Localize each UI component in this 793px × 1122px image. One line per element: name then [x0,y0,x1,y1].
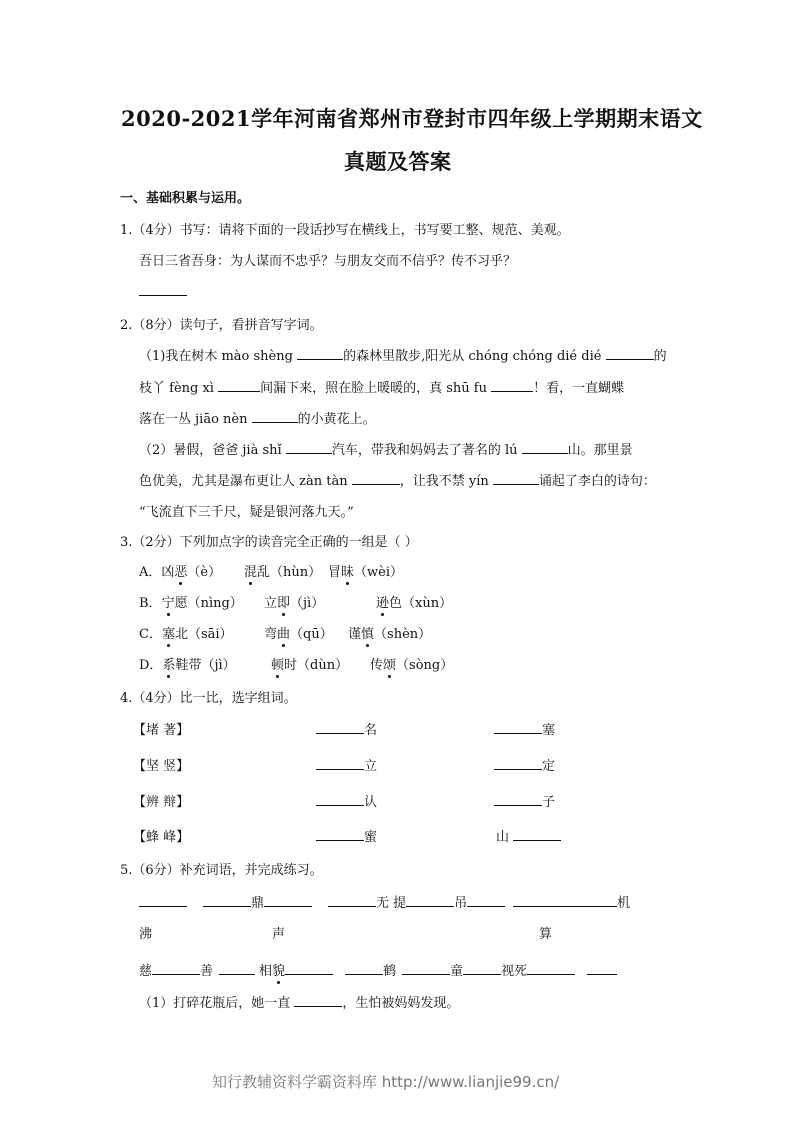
title-line-2: 真题及答案 [344,149,452,174]
q5-text: ，生怕被妈妈发现。 [342,996,460,1011]
q4-pair: 【蜂 峰】 [133,830,190,845]
answer-blank [316,757,364,770]
q2-text: （1)我在树木 mào shèng [139,349,298,364]
q2-line-5 [139,470,656,489]
q5-char: 声 [272,927,286,942]
q4-pair: 【坚 竖】 [133,759,190,774]
dotted-char: 宁 [162,592,175,611]
answer-blank [513,894,617,907]
option-text: 谨 [348,627,362,642]
answer-blank [463,962,501,975]
dotted-char: 慎 [361,623,374,642]
q5-char: 慈 [139,964,153,979]
answer-blank [606,347,654,360]
answer-blank [406,894,454,907]
q2-text: （2）暑假，爸爸 jià shǐ [139,443,286,458]
q2-poem: “飞流直下三千尺，疑是银河落九天。” [139,505,354,520]
dotted-char: 颂 [383,654,396,673]
q4-word [316,791,377,810]
q2-text: 枝丫 fèng xì [139,381,219,396]
q4-char: 名 [364,723,378,738]
answer-blank [316,793,364,806]
q4-heading: 4.（4分）比一比，选字组词。 [120,691,297,706]
answer-blank [467,894,505,907]
q5-char: 吊 [454,896,468,911]
answer-blank [587,962,617,975]
answer-blank [297,347,343,360]
q5-sub-1 [139,992,459,1011]
option-text: 弯 [264,627,278,642]
answer-blank [219,962,255,975]
q1-answer-blank [139,283,187,300]
dotted-char: 逊 [376,592,389,611]
q2-text: 的小黄花上。 [297,412,376,427]
q2-line-4 [139,439,633,458]
q1-text: 吾日三省吾身：为人谋而不忠乎？与朋友交而不信乎？传不习乎？ [139,254,517,269]
answer-blank [494,793,542,806]
option-text: 色（xùn） [389,596,453,611]
q5-char: 无 提 [376,896,407,911]
option-label: D． [139,658,163,673]
q1-heading: 1.（4分）书写：请将下面的一段话抄写在横线上，书写要工整、规范、美观。 [120,223,570,238]
q5-heading: 5.（6分）补充词语，并完成练习。 [120,863,323,878]
q2-text: ，让我不禁 yín [399,474,493,489]
q5-row-1 [139,892,630,911]
q2-text: 的 [653,349,667,364]
q4-word [316,826,377,845]
answer-blank [294,994,342,1007]
dotted-char: 昧 [341,561,354,580]
answer-blank [402,962,450,975]
q4-word [316,719,377,738]
option-text: 鞋带（jì） [175,658,236,673]
q5-char: 沸 [139,927,153,942]
answer-blank [352,472,400,485]
option-label: A．凶 [139,565,175,580]
answer-blank [494,757,542,770]
dotted-char: 顿 [271,654,284,673]
option-text: 愿（nìng） [174,596,243,611]
dotted-char: 塞 [162,623,175,642]
q2-text: ！看，一直蝴蝶 [533,381,625,396]
q2-line-2 [139,377,624,396]
q2-heading: 2.（8分）读句子，看拼音写字词。 [120,318,323,333]
pinyin: （qū） [290,627,333,642]
dotted-char: 恶 [174,561,187,580]
q5-char: 相 [259,964,273,979]
section-heading: 一、基础积累与运用。 [120,191,251,206]
q5-row-3 [139,960,617,979]
pinyin: （shèn） [374,627,432,642]
answer-blank [513,828,561,841]
q4-word [494,755,555,774]
q4-char: 山 [496,830,510,845]
answer-blank [494,721,542,734]
q5-char: 鹤 [383,964,397,979]
option-text: 传 [370,658,384,673]
option-text: 乱 [257,565,271,580]
q4-word [494,791,555,810]
q2-text: 诵起了李白的诗句： [538,474,656,489]
option-label: C． [139,627,162,642]
option-text: 北（sāi） [174,627,233,642]
pinyin: （wèi） [354,565,404,580]
pinyin: （jì） [290,596,325,611]
q5-char: 善 [200,964,214,979]
answer-blank [493,472,539,485]
dotted-char: 曲 [277,623,290,642]
answer-blank [522,441,568,454]
q5-text: （1）打碎花瓶后，她一直 [139,996,295,1011]
q4-word [316,755,377,774]
option-text: 时（dùn） [284,658,349,673]
dotted-char: 貌 [272,960,285,979]
q4-char: 认 [364,795,378,810]
answer-blank [139,894,187,907]
answer-blank [218,379,260,392]
q4-word [494,719,555,738]
answer-blank [264,894,312,907]
q2-text: 间漏下来，照在脸上暖暖的，真 shū fu [260,381,492,396]
answer-blank [203,894,251,907]
q4-word [496,826,561,845]
title-line-1: 2020-2021学年河南省郑州市登封市四年级上学期期末语文 [121,106,703,131]
q2-text: 色优美，尤其是瀑布更让人 zàn tàn [139,474,352,489]
option-text: 冒 [328,565,342,580]
option-text: 立 [264,596,278,611]
q4-char: 子 [542,795,556,810]
q5-char: 视死 [501,964,528,979]
q2-text: 落在一丛 jiāo nèn [139,412,252,427]
pinyin: （è） [187,565,222,580]
q5-char: 算 [539,927,553,942]
answer-blank [286,441,332,454]
q2-text: 汽车，带我和妈妈去了著名的 lú [331,443,522,458]
answer-blank [491,379,533,392]
dotted-char: 系 [162,654,175,673]
q4-pair: 【辨 辩】 [133,795,190,810]
answer-blank [328,894,376,907]
pinyin: （hùn） [270,565,322,580]
q5-char: 鼎 [251,896,265,911]
answer-blank [316,721,364,734]
answer-blank [152,962,200,975]
dotted-char: 混 [244,561,257,580]
footer-watermark: 知行教辅资料学霸资料库 http://www.lianjie99.cn/ [212,1073,560,1091]
q2-line-3 [139,408,376,427]
q2-text: 的森林里散步,阳光从 chóng chóng dié dié [343,349,606,364]
answer-blank [345,962,383,975]
answer-blank [252,410,298,423]
answer-blank [527,962,575,975]
q2-text: 山。那里景 [567,443,633,458]
q4-char: 塞 [542,723,556,738]
q2-line-1 [139,345,667,364]
pinyin: （sòng） [396,658,454,673]
q5-char: 机 [617,896,631,911]
q4-char: 定 [542,759,556,774]
q5-char: 童 [450,964,464,979]
q4-char: 立 [364,759,378,774]
q4-pair: 【堵 著】 [133,723,190,738]
option-label: B． [139,596,162,611]
q3-heading: 3.（2分）下列加点字的读音完全正确的一组是（ ） [120,535,418,550]
answer-blank [285,962,333,975]
answer-blank [316,828,364,841]
q4-char: 蜜 [364,830,378,845]
dotted-char: 即 [277,592,290,611]
